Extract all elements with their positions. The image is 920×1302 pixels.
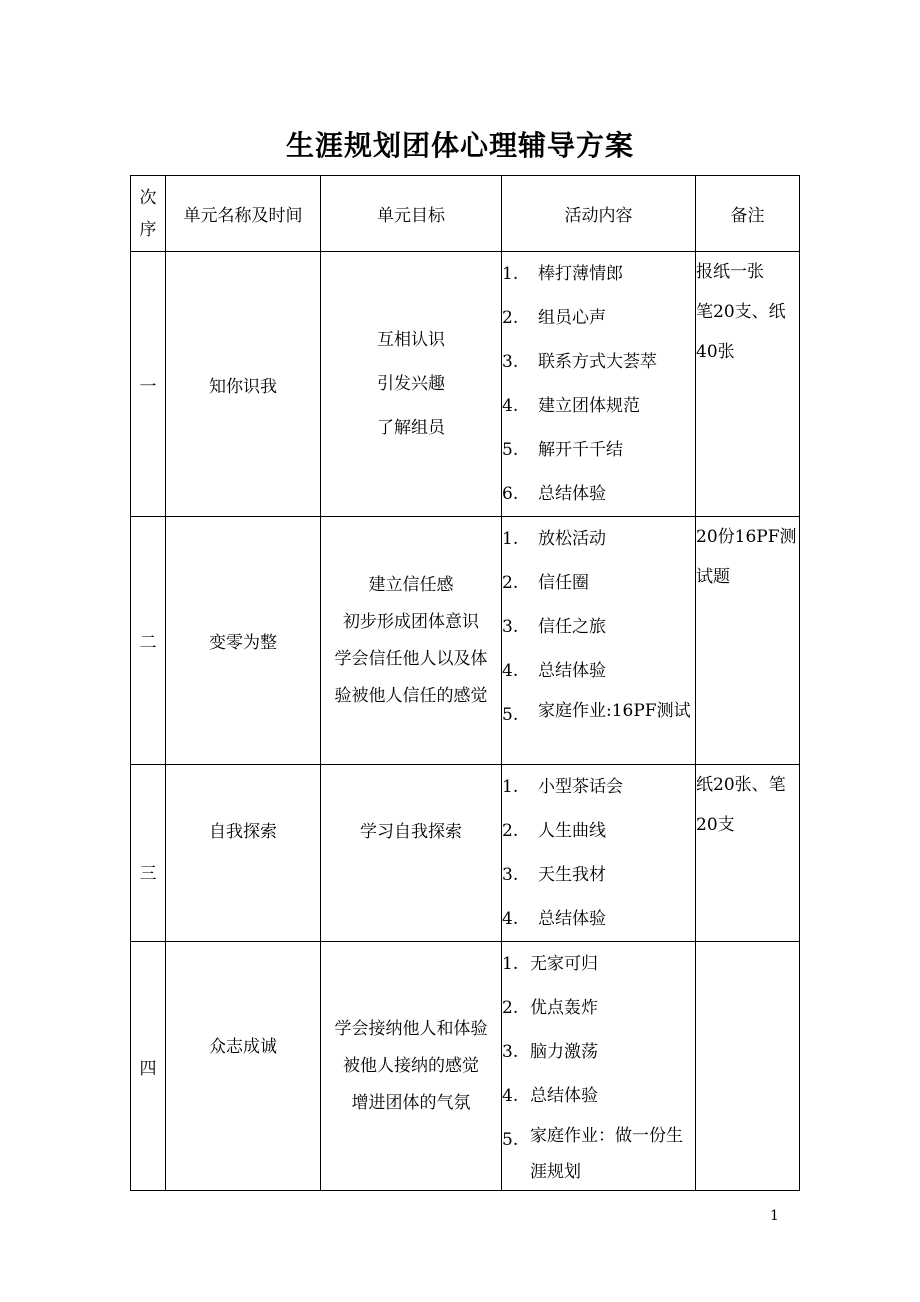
table-row <box>131 252 800 517</box>
note-line: 报纸一张 <box>696 262 764 282</box>
header-unit-name: 单元名称及时间 <box>166 176 321 252</box>
page-title: 生涯规划团体心理辅导方案 <box>285 129 634 162</box>
unit-goals <box>321 252 502 517</box>
unit-goals <box>321 517 502 765</box>
activity-item: 5. 家庭作业:16PF测试 <box>502 701 691 725</box>
notes-cell <box>696 517 800 765</box>
unit-name: 知你识我 <box>166 252 321 517</box>
activity-item: 1. 放松活动 <box>502 529 606 549</box>
goal-line: 学会信任他人以及体验被他人信任的感觉 <box>334 648 488 706</box>
goal-line: 引发兴趣 <box>377 374 445 394</box>
goal-line: 初步形成团体意识 <box>343 611 479 632</box>
activity-item: 5. 家庭作业：做一份生涯规划 <box>502 1126 683 1182</box>
activity-item: 1. 无家可归 <box>502 954 598 974</box>
activity-item: 5. 解开千千结 <box>502 440 623 460</box>
table-row <box>131 517 800 765</box>
goal-line: 增进团体的气氛 <box>351 1092 471 1113</box>
goal-line: 互相认识 <box>377 330 445 350</box>
activity-item: 6. 总结体验 <box>502 484 606 504</box>
note-line: 纸20张、笔20支 <box>696 775 786 835</box>
unit-goals <box>321 942 502 1191</box>
notes-cell <box>696 942 800 1191</box>
goal-line: 了解组员 <box>377 418 445 438</box>
activity-item: 4. 总结体验 <box>502 1086 598 1106</box>
unit-goals <box>321 765 502 942</box>
activity-item: 3. 天生我材 <box>502 865 606 885</box>
activity-item: 1. 小型茶话会 <box>502 777 623 797</box>
plan-table <box>130 175 800 1191</box>
row-seq: 二 <box>131 517 166 765</box>
activity-item: 2. 优点轰炸 <box>502 998 598 1018</box>
activity-item: 4. 总结体验 <box>502 661 606 681</box>
notes-cell <box>696 765 800 942</box>
goal-line: 学会接纳他人和体验被他人接纳的感觉 <box>334 1018 488 1076</box>
activity-item: 3. 脑力激荡 <box>502 1042 598 1062</box>
row-seq: 三 <box>131 765 166 942</box>
unit-name: 变零为整 <box>166 517 321 765</box>
note-line: 笔20支、纸40张 <box>696 302 786 362</box>
activity-item: 2. 信任圈 <box>502 573 589 593</box>
header-activity: 活动内容 <box>502 176 696 252</box>
goal-line: 建立信任感 <box>368 574 454 595</box>
activity-item: 2. 人生曲线 <box>502 821 606 841</box>
table-row <box>131 942 800 1191</box>
activity-list <box>502 252 696 517</box>
header-seq: 次 序 <box>131 176 166 252</box>
activity-list <box>502 517 696 765</box>
notes-cell <box>696 252 800 517</box>
activity-item: 4. 总结体验 <box>502 909 606 929</box>
header-notes: 备注 <box>696 176 800 252</box>
page-number: 1 <box>770 1208 779 1224</box>
row-seq: 一 <box>131 252 166 517</box>
unit-name: 众志成诚 <box>166 942 321 1191</box>
unit-name: 自我探索 <box>166 765 321 942</box>
activity-list <box>502 765 696 942</box>
activity-list <box>502 942 696 1191</box>
activity-item: 4. 建立团体规范 <box>502 396 640 416</box>
activity-item: 3. 联系方式大荟萃 <box>502 352 657 372</box>
row-seq: 四 <box>131 942 166 1191</box>
table-header-row <box>131 176 800 252</box>
activity-item: 1. 棒打薄情郎 <box>502 264 623 284</box>
table-row <box>131 765 800 942</box>
activity-item: 3. 信任之旅 <box>502 617 606 637</box>
header-goal: 单元目标 <box>321 176 502 252</box>
goal-line: 学习自我探索 <box>360 822 462 842</box>
note-line: 20份16PF测试题 <box>696 527 797 587</box>
activity-item: 2. 组员心声 <box>502 308 606 328</box>
